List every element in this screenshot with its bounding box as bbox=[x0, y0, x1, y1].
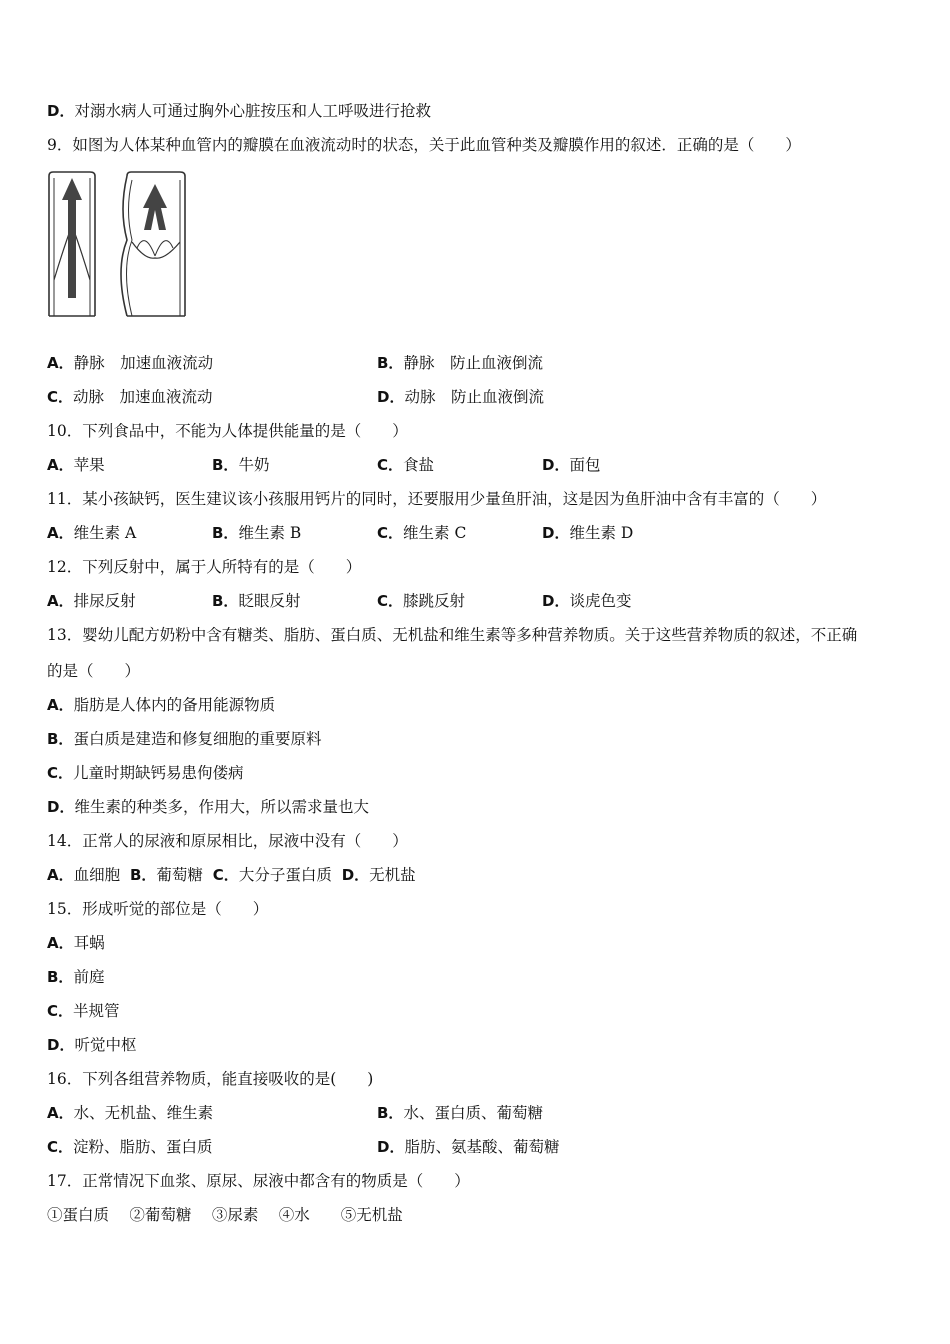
question-16-stem: 16．下列各组营养物质，能直接吸收的是( ) bbox=[47, 1070, 374, 1088]
q9-option-c: C．动脉 加速血液流动 bbox=[47, 388, 213, 406]
q13-option-c: C．儿童时期缺钙易患佝偻病 bbox=[47, 764, 244, 782]
q12-option-a: A．排尿反射 bbox=[47, 592, 136, 610]
q9-option-d: D．动脉 防止血液倒流 bbox=[377, 388, 544, 406]
blood-vessel-valve-figure bbox=[45, 170, 190, 320]
question-13-stem-line1: 13．婴幼儿配方奶粉中含有糖类、脂肪、蛋白质、无机盐和维生素等多种营养物质。关于这些营养物质的叙述，不正确 bbox=[47, 626, 858, 644]
q11-option-c: C．维生素 C bbox=[377, 524, 467, 542]
q14-option-d: D．无机盐 bbox=[341, 866, 416, 884]
q14-option-c: C．大分子蛋白质 bbox=[212, 866, 332, 884]
q11-option-d: D．维生素 D bbox=[542, 524, 634, 542]
q13-option-b: B．蛋白质是建造和修复细胞的重要原料 bbox=[47, 730, 322, 748]
q11-option-b: B．维生素 B bbox=[212, 524, 302, 542]
q15-option-b: B．前庭 bbox=[47, 968, 105, 986]
q15-option-c: C．半规管 bbox=[47, 1002, 120, 1020]
q16-option-a: A．水、无机盐、维生素 bbox=[47, 1104, 214, 1122]
q10-option-b: B．牛奶 bbox=[212, 456, 270, 474]
question-11-stem: 11．某小孩缺钙，医生建议该小孩服用钙片的同时，还要服用少量鱼肝油，这是因为鱼肝油中含有丰富的（ ） bbox=[47, 490, 827, 508]
q12-option-c: C．膝跳反射 bbox=[377, 592, 466, 610]
q14-option-a: A．血细胞 bbox=[47, 866, 121, 884]
question-9-stem: 9．如图为人体某种血管内的瓣膜在血液流动时的状态，关于此血管种类及瓣膜作用的叙述．正确的是（ ） bbox=[47, 136, 801, 154]
q17-items: ①蛋白质 ②葡萄糖 ③尿素 ④水 ⑤无机盐 bbox=[47, 1206, 403, 1224]
q11-option-a: A．维生素 A bbox=[47, 524, 137, 542]
q13-option-d: D．维生素的种类多，作用大，所以需求量也大 bbox=[47, 798, 369, 816]
q14-option-b: B．葡萄糖 bbox=[129, 866, 203, 884]
q10-option-c: C．食盐 bbox=[377, 456, 435, 474]
question-17-stem: 17．正常情况下血浆、原尿、尿液中都含有的物质是（ ） bbox=[47, 1172, 470, 1190]
q16-option-c: C．淀粉、脂肪、蛋白质 bbox=[47, 1138, 213, 1156]
prev-question-option-d: D．对溺水病人可通过胸外心脏按压和人工呼吸进行抢救 bbox=[47, 102, 431, 120]
q13-option-a: A．脂肪是人体内的备用能源物质 bbox=[47, 696, 276, 714]
q15-option-d: D．听觉中枢 bbox=[47, 1036, 137, 1054]
q10-option-a: A．苹果 bbox=[47, 456, 105, 474]
question-10-stem: 10．下列食品中，不能为人体提供能量的是（ ） bbox=[47, 422, 408, 440]
q15-option-a: A．耳蜗 bbox=[47, 934, 105, 952]
question-12-stem: 12．下列反射中，属于人所特有的是（ ） bbox=[47, 558, 362, 576]
q10-option-d: D．面包 bbox=[542, 456, 601, 474]
q16-option-b: B．水、蛋白质、葡萄糖 bbox=[377, 1104, 543, 1122]
q9-option-b: B．静脉 防止血液倒流 bbox=[377, 354, 543, 372]
q9-option-a: A．静脉 加速血液流动 bbox=[47, 354, 214, 372]
question-13-stem-line2: 的是（ ） bbox=[47, 662, 141, 680]
q12-option-d: D．谈虎色变 bbox=[542, 592, 632, 610]
q14-options bbox=[47, 865, 416, 885]
question-15-stem: 15．形成听觉的部位是（ ） bbox=[47, 900, 269, 918]
q12-option-b: B．眨眼反射 bbox=[212, 592, 301, 610]
question-14-stem: 14．正常人的尿液和原尿相比，尿液中没有（ ） bbox=[47, 832, 408, 850]
q16-option-d: D．脂肪、氨基酸、葡萄糖 bbox=[377, 1138, 560, 1156]
